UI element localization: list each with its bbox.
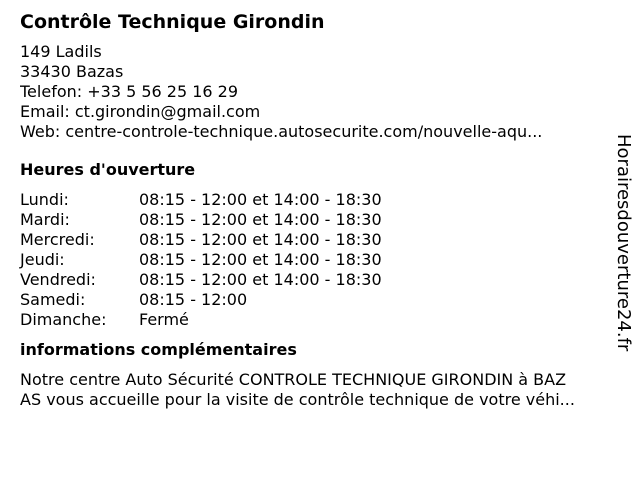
time-value: 08:15 - 12:00 et 14:00 - 18:30 bbox=[139, 210, 382, 229]
opening-hours-table bbox=[20, 190, 620, 330]
day-label: Lundi: bbox=[20, 190, 69, 209]
time-value: 08:15 - 12:00 et 14:00 - 18:30 bbox=[139, 250, 382, 269]
time-value: 08:15 - 12:00 et 14:00 - 18:30 bbox=[139, 190, 382, 209]
day-label: Samedi: bbox=[20, 290, 86, 309]
hours-row-thursday bbox=[20, 250, 620, 270]
day-label: Jeudi: bbox=[20, 250, 65, 269]
day-label: Mardi: bbox=[20, 210, 70, 229]
time-value: 08:15 - 12:00 et 14:00 - 18:30 bbox=[139, 270, 382, 289]
hours-row-sunday bbox=[20, 310, 620, 330]
time-value: 08:15 - 12:00 bbox=[139, 290, 248, 309]
email-line[interactable]: Email: ct.girondin@gmail.com bbox=[20, 102, 261, 121]
site-watermark: Horairesdouverture24.fr bbox=[613, 134, 634, 352]
hours-row-wednesday bbox=[20, 230, 620, 250]
hours-row-friday bbox=[20, 270, 620, 290]
web-line[interactable]: Web: centre-controle-technique.autosecurite.com/nouvelle-aqu... bbox=[20, 122, 543, 141]
additional-info-heading: informations complémentaires bbox=[20, 340, 297, 359]
business-card bbox=[20, 10, 620, 410]
phone-line[interactable]: Telefon: +33 5 56 25 16 29 bbox=[20, 82, 239, 101]
hours-row-saturday bbox=[20, 290, 620, 310]
address-street: 149 Ladils bbox=[20, 42, 102, 61]
day-label: Dimanche: bbox=[20, 310, 107, 329]
hours-row-tuesday bbox=[20, 210, 620, 230]
day-label: Vendredi: bbox=[20, 270, 96, 289]
address-city: 33430 Bazas bbox=[20, 62, 124, 81]
business-name: Contrôle Technique Girondin bbox=[20, 11, 325, 33]
opening-hours-heading: Heures d'ouverture bbox=[20, 160, 196, 179]
time-value: 08:15 - 12:00 et 14:00 - 18:30 bbox=[139, 230, 382, 249]
day-label: Mercredi: bbox=[20, 230, 95, 249]
time-value: Fermé bbox=[139, 310, 189, 329]
description-line-2: AS vous accueille pour la visite de contrôle technique de votre véhi... bbox=[20, 390, 575, 409]
hours-row-monday bbox=[20, 190, 620, 210]
description-line-1: Notre centre Auto Sécurité CONTROLE TECHNIQUE GIRONDIN à BAZ bbox=[20, 370, 567, 389]
